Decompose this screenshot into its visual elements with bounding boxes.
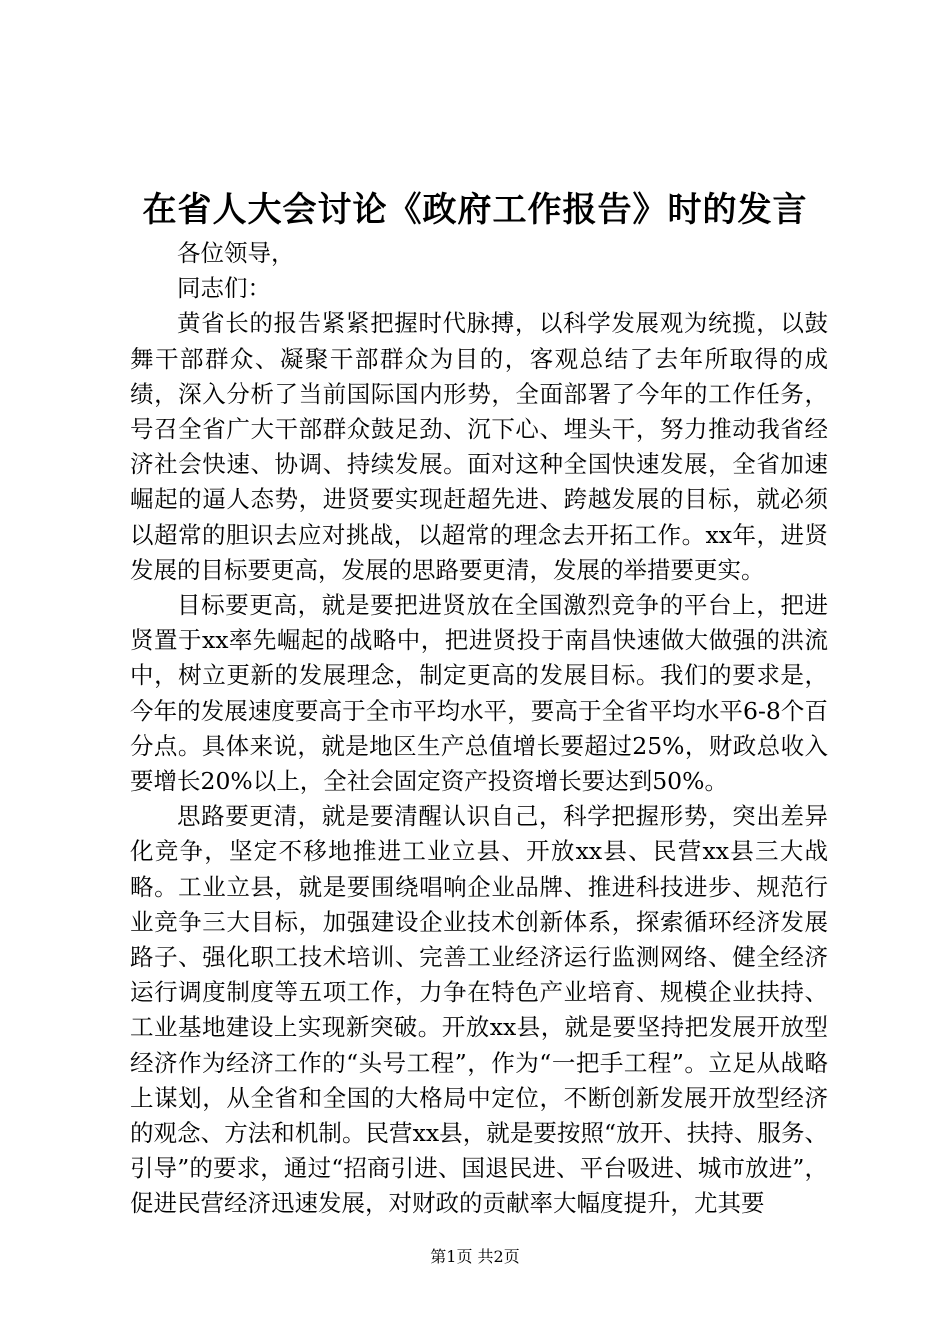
document-title: 在省人大会讨论《政府工作报告》时的发言 xyxy=(142,190,808,230)
document-body xyxy=(130,236,828,1222)
salutation-line: 同志们： xyxy=(177,274,271,303)
salutation-line: 各位领导， xyxy=(177,239,295,267)
body-paragraph: 黄省长的报告紧紧把握时代脉搏，以科学发展观为统揽，以鼓舞干部群众、凝聚干部群众为目的，客观总结了去年所取得的成绩，深入分析了当前国际国内形势，全面部署了今年的工作任务，号召全省广大干部群众鼓足劲、沉下心、埋头干，努力推动我省经济社会快速、协调、持续发展。面对这种全国快速发展，全省加速崛起的逼人态势，进贤要实现赶超先进、跨越发展的目标，就必须以超常的胆识去应对挑战，以超常的理念去开拓工作。xx年，进贤发展的目标要更高，发展的思路要更清，发展的举措要更实。 xyxy=(130,309,828,584)
page-number: 第1页 共2页 xyxy=(430,1247,520,1266)
body-paragraph: 目标要更高，就是要把进贤放在全国激烈竞争的平台上，把进贤置于xx率先崛起的战略中，把进贤投于南昌快速做大做强的洪流中，树立更新的发展理念，制定更高的发展目标。我们的要求是，今年的发展速度要高于全市平均水平，要高于全省平均水平6-8个百分点。具体来说，就是地区生产总值增长要超过25%，财政总收入要增长20%以上，全社会固定资产投资增长要达到50%。 xyxy=(130,591,828,796)
body-paragraph: 思路要更清，就是要清醒认识自己，科学把握形势，突出差异化竞争，坚定不移地推进工业立县、开放xx县、民营xx县三大战略。工业立县，就是要围绕唱响企业品牌、推进科技进步、规范行业竞争三大目标，加强建设企业技术创新体系，探索循环经济发展路子、强化职工技术培训、完善工业经济运行监测网络、健全经济运行调度制度等五项工作，力争在特色产业培育、规模企业扶持、工业基地建设上实现新突破。开放xx县，就是要坚持把发展开放型经济作为经济工作的“头号工程”，作为“一把手工程”。立足从战略上谋划，从全省和全国的大格局中定位，不断创新发展开放型经济的观念、方法和机制。民营xx县，就是要按照“放开、扶持、服务、引导”的要求，通过“招商引进、国退民进、平台吸进、城市放进”，促进民营经济迅速发展，对财政的贡献率大幅度提升，尤其要 xyxy=(130,802,828,1218)
